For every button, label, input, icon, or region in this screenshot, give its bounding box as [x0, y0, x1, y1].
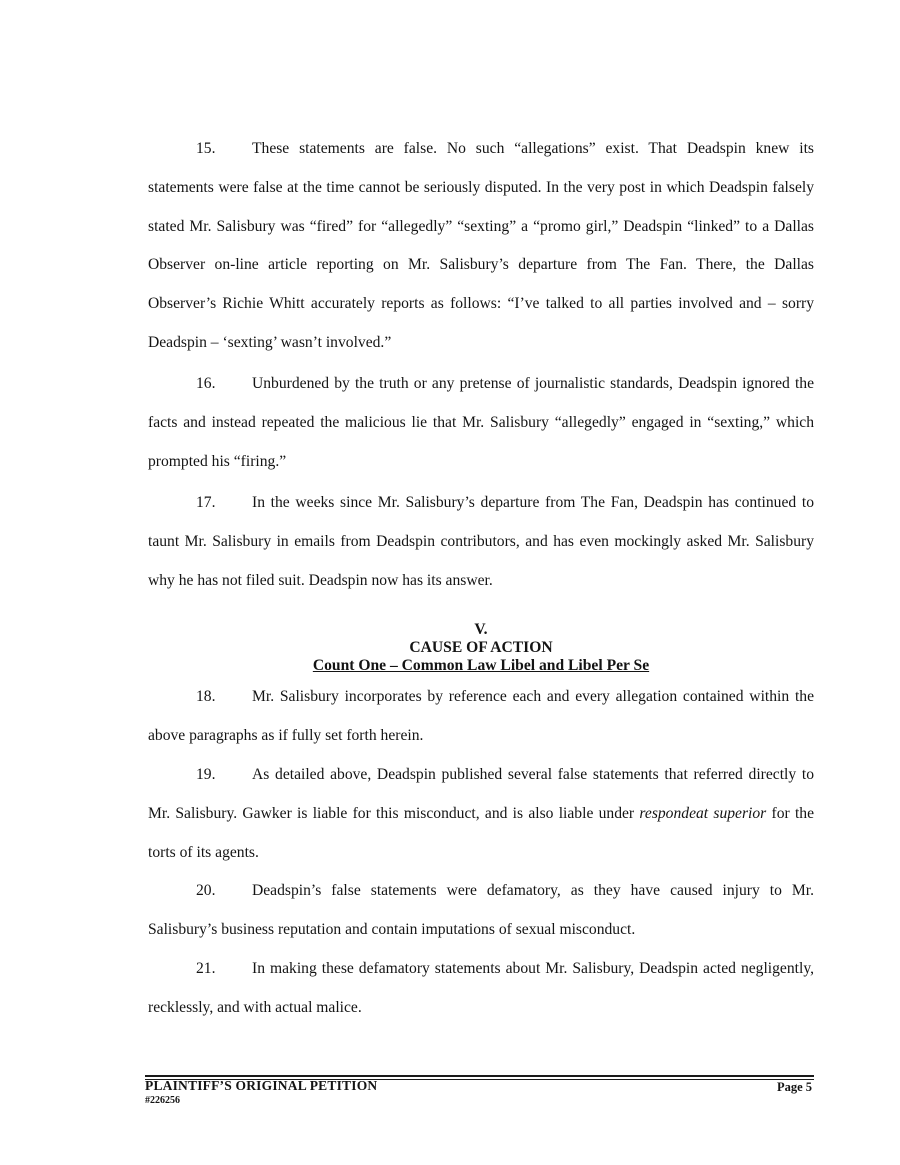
paragraph-21 [148, 950, 814, 1028]
document-number: #226256 [145, 1095, 180, 1106]
paragraph-15 [148, 130, 814, 363]
paragraph-number: 21. [196, 960, 216, 977]
section-heading [148, 621, 814, 675]
footer-title: PLAINTIFF’S ORIGINAL PETITION [145, 1078, 378, 1093]
paragraph-number: 17. [196, 494, 216, 511]
section-numeral: V. [474, 621, 488, 638]
paragraph-20 [148, 872, 814, 950]
paragraph-text-end: for the torts of its agents. [148, 804, 815, 861]
paragraph-text: These statements are false. No such “allegations” exist. That Deadspin knew its statements were false at the time cannot be seriously disputed. In the very post in which Deadspin falsely stated Mr. Salisbury was “fired” for “allegedly” “sexting” a “promo girl,” Deadspin “linked” to a Dallas Observer on-line article reporting on Mr. Salisbury’s departure from The Fan. There, the Dallas Observer’s Richie Whitt accurately reports as follows: “I’ve talked to all parties involved and – sorry Deadspin – ‘sexting’ wasn’t involved.” [148, 140, 814, 351]
footer-rule [145, 1075, 814, 1077]
paragraph-text: In the weeks since Mr. Salisbury’s departure from The Fan, Deadspin has continued to taunt Mr. Salisbury in emails from Deadspin contributors, and has even mockingly asked Mr. Salisbury why he has not filed suit. Deadspin now has its answer. [148, 494, 814, 589]
paragraph-number: 15. [196, 140, 216, 157]
paragraph-16 [148, 365, 814, 481]
paragraph-19 [148, 756, 814, 872]
page-number: Page 5 [776, 1080, 812, 1094]
section-title: CAUSE OF ACTION [409, 639, 553, 656]
paragraph-number: 20. [196, 882, 216, 899]
count-title: Count One – Common Law Libel and Libel Per Se [312, 657, 650, 674]
paragraph-text: As detailed above, Deadspin published several false statements that referred directly to Mr. Salisbury. Gawker is liable for this misconduct, and is also liable under [148, 766, 814, 822]
paragraph-18 [148, 678, 814, 756]
paragraph-number: 16. [196, 375, 216, 392]
paragraph-text: Deadspin’s false statements were defamatory, as they have caused injury to Mr. Salisbury’s business reputation and contain imputations of sexual misconduct. [148, 882, 814, 938]
paragraph-text: Unburdened by the truth or any pretense of journalistic standards, Deadspin ignored the facts and instead repeated the malicious lie that Mr. Salisbury “allegedly” engaged in “sexting,” which prompted his “firing.” [148, 375, 814, 470]
paragraph-17 [148, 484, 814, 600]
paragraph-number: 19. [196, 766, 216, 783]
paragraph-text: Mr. Salisbury incorporates by reference each and every allegation contained within the above paragraphs as if fully set forth herein. [148, 688, 814, 744]
paragraph-number: 18. [196, 688, 216, 705]
italic-phrase: respondeat superior [639, 804, 767, 822]
paragraph-text: In making these defamatory statements about Mr. Salisbury, Deadspin acted negligently, recklessly, and with actual malice. [148, 960, 814, 1016]
